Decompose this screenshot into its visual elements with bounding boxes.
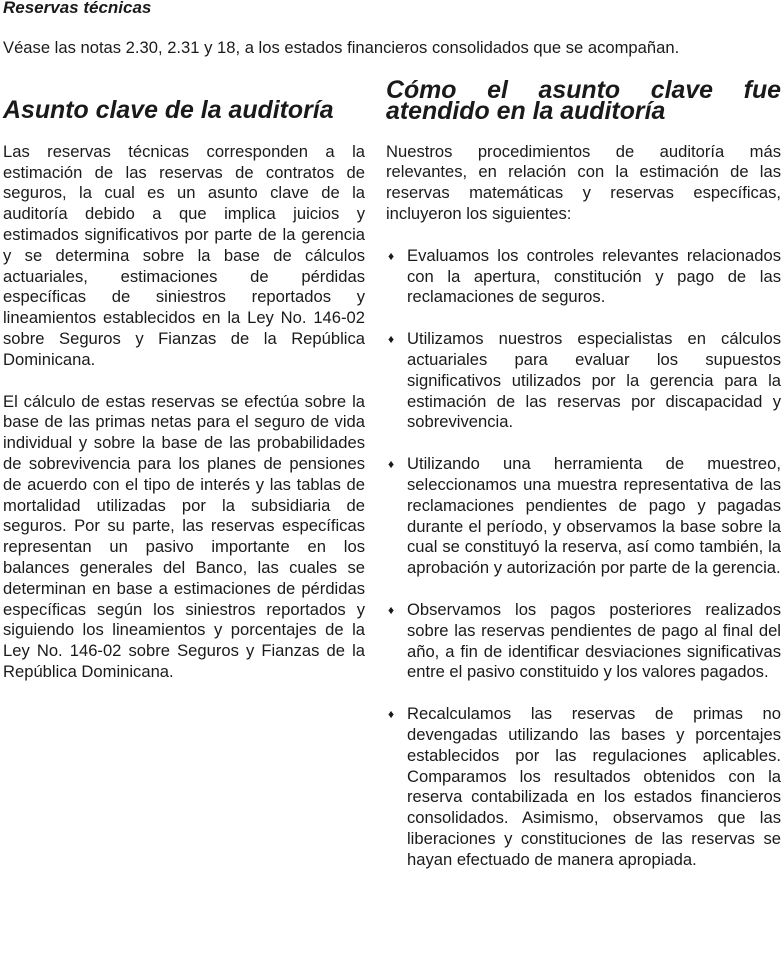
diamond-bullet-icon: ♦ [388,248,395,263]
key-matter-paragraph: Las reservas técnicas corresponden a la estimación de las reservas de contratos de seguros, la cual es un asunto clave de la auditoría debido a que implica juicios y estimados significativos por parte de la gerencia y se determina sobre la base de cálculos actuariales, estimaciones de pérdidas específicas de siniestros reportados y lineamientos establecidos en la Ley No. 146-02 sobre Seguros y Fianzas de la República Dominicana. [3,141,365,369]
diamond-bullet-icon: ♦ [388,707,395,722]
list-item [386,454,781,579]
diamond-bullet-icon: ♦ [388,602,395,617]
section-intro: Véase las notas 2.30, 2.31 y 18, a los estados financieros consolidados que se acompañan. [3,38,680,57]
list-item [386,329,781,433]
key-matter-paragraph: El cálculo de estas reservas se efectúa sobre la base de las primas netas para el seguro de vida individual y sobre la base de las probabilidades de sobrevivencia para los planes de pensiones de acuerdo con el tipo de interés y las tablas de mortalidad utilizadas por la subsidiaria de seguros. Por su parte, las reservas específicas representan un pasivo importante en los balances generales del Banco, las cuales se determinan en base a estimaciones de pérdidas específicas según los siniestros reportados y siguiendo los lineamientos y porcentajes de la Ley No. 146-02 sobre Seguros y Fianzas de la República Dominicana. [3,391,365,681]
audit-response-intro: Nuestros procedimientos de auditoría más relevantes, en relación con la estimación de las reservas matemáticas y reservas específicas, incluyeron los siguientes: [386,141,781,223]
list-item-text: Utilizando una herramienta de muestreo, seleccionamos una muestra representativa de las reclamaciones pendientes de pago y pagadas durante el período, y observamos la base sobre la cual se constituyó la reserva, así como también, la aprobación y autorización por parte de la gerencia. [407,454,781,578]
list-item [386,600,781,683]
list-item [386,704,781,870]
list-item-text: Recalculamos las reservas de primas no devengadas utilizando las bases y porcentajes establecidos por las regulaciones aplicables. Comparamos los resultados obtenidos con la reserva contabilizada en los estados financieros consolidados. Asimismo, observamos que las liberaciones y constituciones de las reservas se hayan efectuado de manera apropiada. [407,704,781,869]
list-item-text: Utilizamos nuestros especialistas en cálculos actuariales para evaluar los supuestos significativos utilizados por la gerencia para la estimación de las reservas por discapacidad y sobrevivencia. [407,329,781,432]
audit-response-heading: Cómo el asunto clave fue atendido en la auditoría [386,76,781,125]
key-matter-heading: Asunto clave de la auditoría [3,96,334,124]
section-title: Reservas técnicas [3,0,152,17]
audit-response-column [386,76,781,892]
list-item-text: Evaluamos los controles relevantes relacionados con la apertura, constitución y pago de las reclamaciones de seguros. [407,245,781,307]
procedures-list [386,246,781,871]
list-item-text: Observamos los pagos posteriores realizados sobre las reservas pendientes de pago al final del año, a fin de identificar desviaciones significativas entre el pasivo constituido y los valores pagados. [407,599,781,682]
key-matter-column [3,96,365,704]
diamond-bullet-icon: ♦ [388,457,395,472]
list-item [386,246,781,308]
diamond-bullet-icon: ♦ [388,332,395,347]
